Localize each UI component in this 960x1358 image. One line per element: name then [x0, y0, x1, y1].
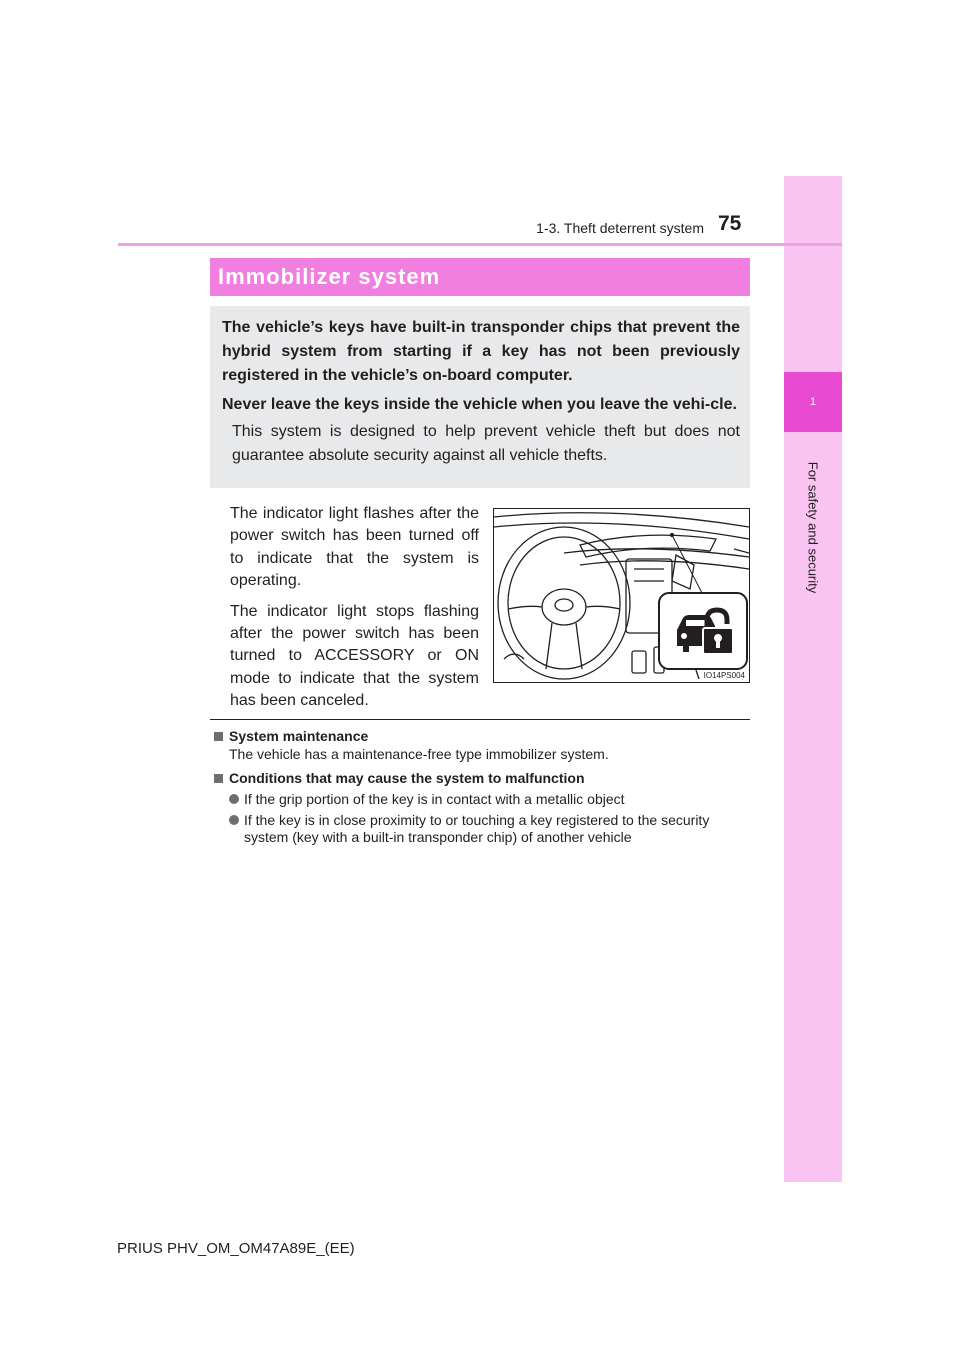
circle-bullet-icon: [229, 794, 239, 804]
car-padlock-icon: [675, 606, 735, 658]
chapter-number: 1: [784, 372, 842, 432]
page-title: Immobilizer system: [218, 264, 441, 289]
note-bullet: If the grip portion of the key is in contact with a metallic object: [210, 791, 750, 808]
note-text: The vehicle has a maintenance-free type immobilizer system.: [229, 746, 609, 762]
footer-doc-id: PRIUS PHV_OM_OM47A89E_(EE): [117, 1240, 355, 1257]
notes-section: [210, 727, 750, 846]
body-text: [230, 503, 479, 721]
body-paragraph: The indicator light stops flashing after the power switch has been turned to ACCESSORY or ON mode to indicate that the system has been canceled.: [230, 602, 479, 710]
square-bullet-icon: [214, 732, 223, 741]
intro-paragraph: The vehicle’s keys have built-in transponder chips that prevent the hybrid system from starting if a key has not been previously registered in the vehicle’s on-board computer.: [222, 319, 740, 384]
square-bullet-icon: [214, 774, 223, 783]
circle-bullet-icon: [229, 815, 239, 825]
page-number: 75: [718, 212, 742, 235]
side-tab-strip: [784, 176, 842, 1182]
body-paragraph: The indicator light flashes after the power switch has been turned off to indicate that the system is operating.: [230, 505, 479, 590]
section-header: 1-3. Theft deterrent system: [536, 220, 704, 236]
note-bullet: If the key is in close proximity to or touching a key registered to the security system (key with a built-in transponder chip) of another vehicle: [210, 812, 750, 846]
intro-warning: Never leave the keys inside the vehicle when you leave the vehi-cle.: [222, 396, 737, 413]
chapter-title: For safety and security: [805, 461, 821, 593]
note-heading: System maintenance: [210, 727, 750, 745]
title-bar: [210, 258, 750, 296]
intro-note: This system is designed to help prevent vehicle theft but does not guarantee absolute security against all vehicle thefts.: [232, 423, 740, 464]
intro-box: [210, 306, 750, 488]
dashboard-illustration: [493, 508, 750, 683]
header-rule: [118, 243, 842, 246]
illustration-code: IO14PS004: [703, 671, 745, 680]
note-heading: Conditions that may cause the system to malfunction: [210, 769, 750, 787]
section-divider: [210, 719, 750, 720]
